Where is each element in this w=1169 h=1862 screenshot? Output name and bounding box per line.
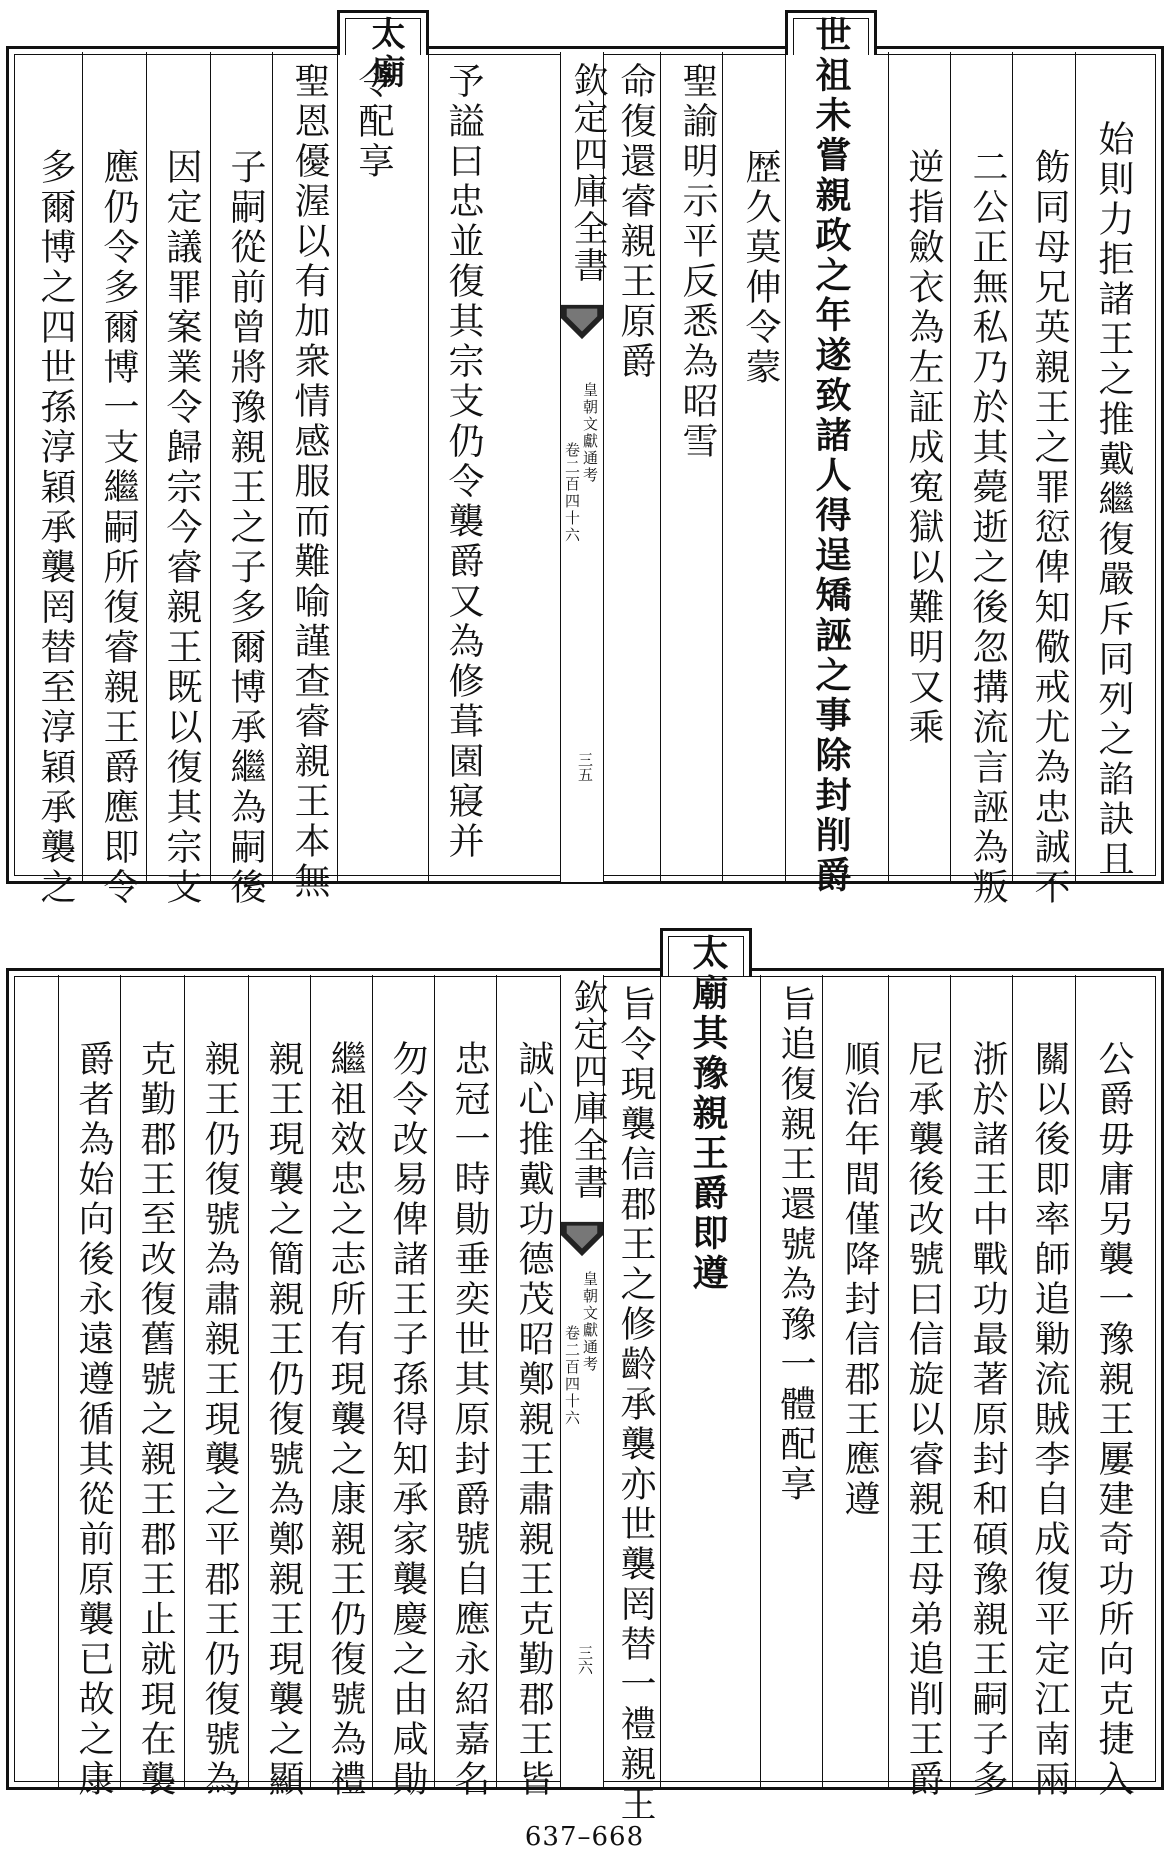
strip-title: 欽定四庫全書 xyxy=(568,979,608,1201)
text-column-10: 聖恩優渥以有加衆情感服而難喻謹查睿親王本無 xyxy=(289,62,330,902)
text-column-5: 歴久莫伸令蒙 xyxy=(740,148,781,388)
text-column-8: 予謚曰忠並復其宗支仍令襲爵又為修葺園寢并 xyxy=(443,62,484,862)
text-column-1: 始則力拒諸王之推戴繼復嚴斥同列之諂訣且 xyxy=(1093,120,1134,880)
heading-column-taimiao: 太廟其豫親王爵即遵 xyxy=(687,934,729,1294)
text-column-20: 旨追復親王還號為豫一體配享 xyxy=(775,985,816,1505)
strip-leaf-number: 三六 xyxy=(576,1645,594,1675)
text-column-24: 勿令改易俾諸王子孫得知承家襲慶之由咸勛 xyxy=(387,1040,428,1800)
text-column-6: 聖諭明示平反悉為昭雪 xyxy=(677,62,718,462)
text-column-12: 因定議罪案業令歸宗今睿親王既以復其宗支 xyxy=(161,148,202,908)
text-column-2: 飭同母兄英親王之罪愆俾知儆戒尤為忠誠不 xyxy=(1029,148,1070,908)
fish-tail-ornament xyxy=(561,304,603,340)
tab-taimiao-top: 太廟 xyxy=(365,16,405,92)
text-column-21: 旨令現襲信郡王之修齡承襲亦世襲罔替一禮親王 xyxy=(615,985,656,1825)
text-column-4: 逆指斂衣為左証成寃獄以難明又乘 xyxy=(903,148,944,748)
text-column-11: 子嗣從前曾將豫親王之子多爾博承繼為嗣後 xyxy=(225,148,266,908)
text-column-18: 尼承襲後改號曰信旋以睿親王母弟追削王爵 xyxy=(903,1040,944,1800)
text-column-7: 命復還睿親王原爵 xyxy=(615,62,656,382)
text-column-26: 親王現襲之簡親王仍復號為鄭親王現襲之顯 xyxy=(263,1040,304,1800)
text-column-3: 二公正無私乃於其薨逝之後忽搆流言誣為叛 xyxy=(967,148,1008,908)
tab-column-shizu: 世祖未嘗親政之年遂致諸人得逞矯誣之事除封削爵 xyxy=(810,16,852,896)
text-column-14: 多爾博之四世孫淳穎承襲罔替至淳穎承襲之 xyxy=(35,148,76,908)
text-column-16: 關以後即率師追勦流賊李自成復平定江南兩 xyxy=(1029,1040,1070,1800)
strip-title: 欽定四庫全書 xyxy=(568,62,608,284)
text-column-29: 爵者為始向後永遠遵循其從前原襲已故之康 xyxy=(73,1040,114,1800)
strip-book-title: 皇朝文獻通考 xyxy=(581,1271,599,1373)
text-column-13: 應仍令多爾博一支繼嗣所復睿親王爵應即令 xyxy=(98,148,139,908)
center-strip-bottom xyxy=(560,975,608,1787)
text-column-9: 令配享 xyxy=(353,62,394,182)
text-column-28: 克勤郡王至改復舊號之親王郡王止就現在襲 xyxy=(135,1040,176,1800)
text-column-17: 浙於諸王中戰功最著原封和碩豫親王嗣子多 xyxy=(967,1040,1008,1800)
text-column-25: 繼祖效忠之志所有現襲之康親王仍復號為禮 xyxy=(325,1040,366,1800)
text-column-27: 親王仍復號為肅親王現襲之平郡王仍復號為 xyxy=(199,1040,240,1800)
strip-leaf-number: 三五 xyxy=(576,752,594,782)
fish-tail-ornament xyxy=(561,1221,603,1257)
text-column-23: 忠冠一時勛垂奕世其原封爵號自應永紹嘉名 xyxy=(449,1040,490,1800)
page-range-footer: 637–668 xyxy=(524,1822,645,1852)
text-column-22: 誠心推戴功德茂昭鄭親王肅親王克勤郡王皆 xyxy=(513,1040,554,1800)
text-column-15: 公爵毋庸另襲一豫親王屢建奇功所向克捷入 xyxy=(1093,1040,1134,1800)
strip-volume: 卷二百四十六 xyxy=(563,1325,581,1427)
center-strip-top xyxy=(560,52,608,882)
strip-volume: 卷二百四十六 xyxy=(563,442,581,544)
text-column-19: 順治年間僅降封信郡王應遵 xyxy=(839,1040,880,1520)
strip-book-title: 皇朝文獻通考 xyxy=(581,382,599,484)
